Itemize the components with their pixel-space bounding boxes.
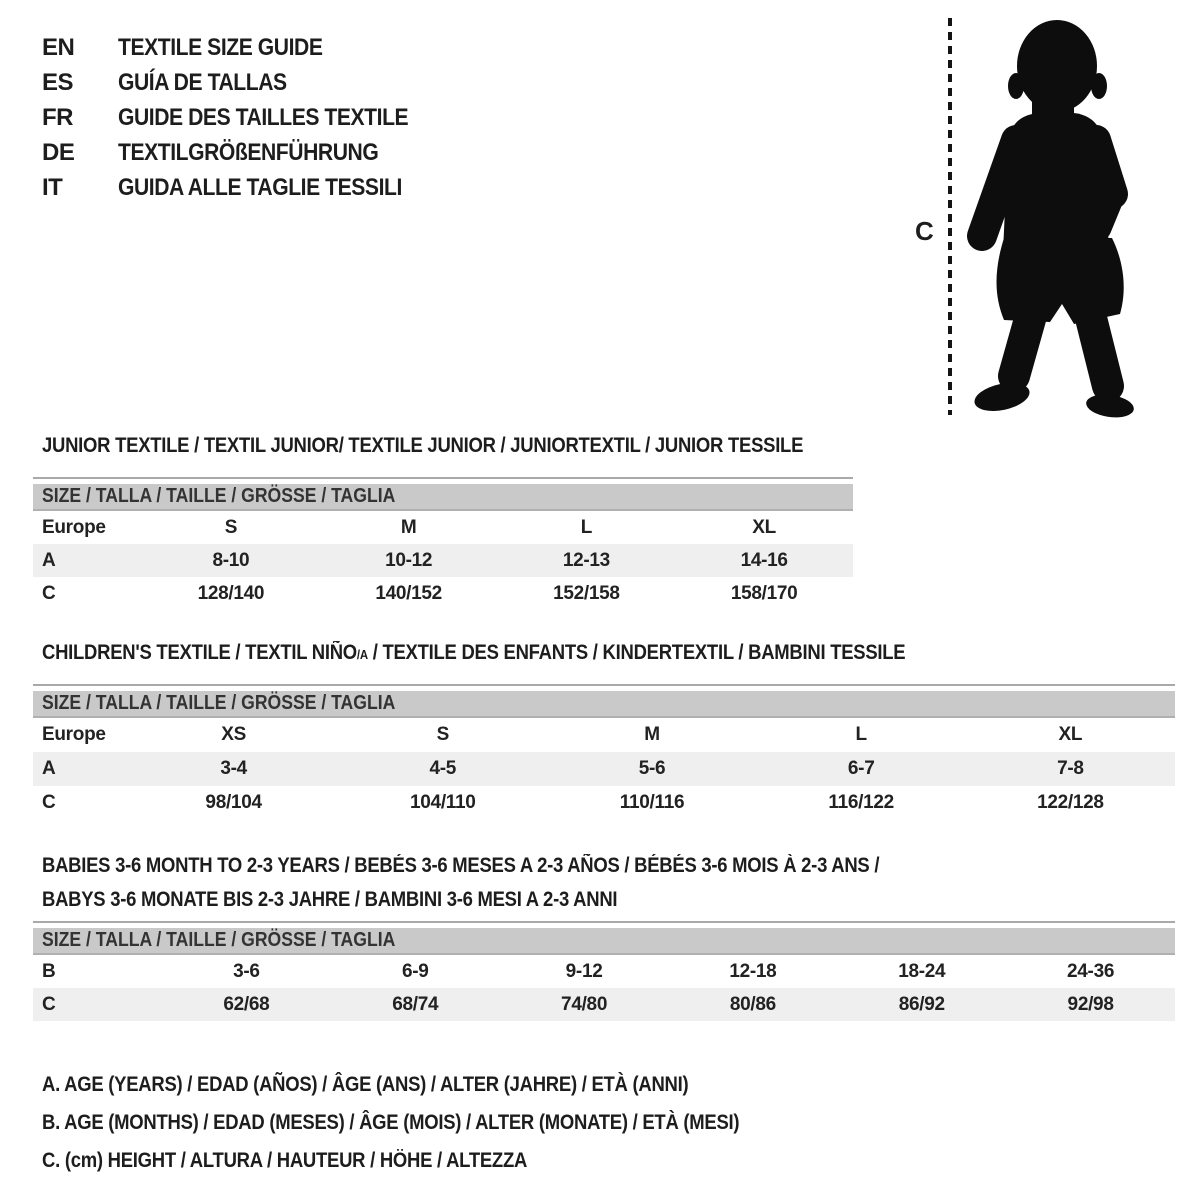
babies-section-heading [42, 849, 993, 917]
table-row-height [33, 577, 853, 610]
value-cell: 158/170 [730, 582, 798, 604]
table-row-sizes [33, 511, 853, 544]
value-cell: 6-7 [847, 758, 875, 779]
language-code: DE [42, 138, 75, 166]
value-cell: 116/122 [828, 792, 894, 813]
table-row-sizes [33, 718, 1175, 752]
size-header-bar [33, 691, 1175, 718]
value-cell: 18-24 [898, 960, 946, 982]
value-cell: 7-8 [1057, 758, 1084, 779]
size-header-bar [33, 484, 853, 511]
value-cell: 12-13 [562, 549, 610, 571]
value-cell: 128/140 [197, 582, 265, 604]
table-top-rule [33, 684, 1175, 686]
value-cell: 4-5 [429, 758, 457, 779]
babies-size-table [33, 921, 1175, 1021]
size-header-label: SIZE / TALLA / TAILLE / GRÖSSE / TAGLIA [42, 692, 396, 714]
language-code: FR [42, 103, 73, 131]
legend-line-c-text: C. (cm) HEIGHT / ALTURA / HAUTEUR / HÖHE / ALTEZZA [42, 1149, 528, 1172]
value-cell: 6-9 [401, 960, 429, 982]
row-label: A [42, 758, 56, 779]
children-title-sub: /A [356, 647, 368, 662]
table-row-months [33, 955, 1175, 988]
language-code: IT [42, 173, 63, 201]
table-top-rule [33, 921, 1175, 923]
height-measure-dashed-line [948, 18, 952, 415]
legend-line-a [42, 1066, 834, 1104]
value-cell: 12-18 [729, 960, 777, 982]
children-title-pre: CHILDREN'S TEXTILE / TEXTIL NIÑO [42, 641, 357, 664]
size-cell: XS [221, 724, 246, 745]
measurement-legend [42, 1066, 834, 1180]
toddler-silhouette-icon [962, 14, 1138, 418]
size-cell: S [436, 724, 449, 745]
language-row [42, 170, 448, 205]
size-header-bar [33, 928, 1175, 955]
junior-size-table [33, 477, 853, 610]
value-cell: 10-12 [385, 549, 433, 571]
language-row [42, 30, 448, 65]
value-cell: 140/152 [375, 582, 442, 604]
babies-section-title-line1: BABIES 3-6 MONTH TO 2-3 YEARS / BEBÉS 3-6 MESES A 2-3 AÑOS / BÉBÉS 3-6 MOIS À 2-3 ANS / [42, 854, 880, 877]
children-size-table [33, 684, 1175, 820]
language-label: TEXTILGRÖßENFÜHRUNG [118, 138, 379, 166]
value-cell: 104/110 [410, 792, 476, 813]
size-cell: L [580, 516, 593, 538]
children-section-title [42, 641, 905, 667]
language-title-list [42, 30, 448, 205]
value-cell: 98/104 [205, 792, 262, 813]
value-cell: 122/128 [1037, 792, 1104, 813]
table-row-age [33, 544, 853, 577]
value-cell: 74/80 [561, 993, 608, 1015]
size-cell: M [400, 516, 417, 538]
value-cell: 62/68 [223, 993, 270, 1015]
children-section-heading [42, 641, 1023, 667]
measure-label-c: C [915, 216, 934, 246]
value-cell: 68/74 [392, 993, 439, 1015]
value-cell: 152/158 [553, 582, 620, 604]
children-title-post: / TEXTILE DES ENFANTS / KINDERTEXTIL / BAMBINI TESSILE [367, 641, 906, 664]
junior-section-heading [42, 434, 907, 458]
size-header-label: SIZE / TALLA / TAILLE / GRÖSSE / TAGLIA [42, 929, 396, 951]
language-label: TEXTILE SIZE GUIDE [118, 33, 323, 61]
row-label: C [42, 582, 56, 604]
value-cell: 80/86 [729, 993, 776, 1015]
value-cell: 86/92 [898, 993, 945, 1015]
row-label: C [42, 792, 56, 813]
value-cell: 14-16 [740, 549, 788, 571]
size-header-label: SIZE / TALLA / TAILLE / GRÖSSE / TAGLIA [42, 485, 396, 507]
legend-line-c [42, 1142, 834, 1180]
region-label: Europe [42, 516, 106, 538]
size-cell: S [224, 516, 238, 538]
size-cell: XL [1058, 724, 1083, 745]
table-row-height [33, 988, 1175, 1021]
language-label: GUIDA ALLE TAGLIE TESSILI [118, 173, 402, 201]
legend-line-a-text: A. AGE (YEARS) / EDAD (AÑOS) / ÂGE (ANS) / ALTER (JAHRE) / ETÀ (ANNI) [42, 1073, 689, 1096]
language-label: GUIDE DES TAILLES TEXTILE [118, 103, 409, 131]
language-row [42, 100, 448, 135]
legend-line-b [42, 1104, 834, 1142]
table-row-age [33, 752, 1175, 786]
junior-section-title: JUNIOR TEXTILE / TEXTIL JUNIOR/ TEXTILE JUNIOR / JUNIORTEXTIL / JUNIOR TESSILE [42, 434, 804, 457]
value-cell: 24-36 [1067, 960, 1115, 982]
row-label: C [42, 993, 56, 1015]
legend-line-b-text: B. AGE (MONTHS) / EDAD (MESES) / ÂGE (MOIS) / ALTER (MONATE) / ETÀ (MESI) [42, 1111, 740, 1134]
language-code: EN [42, 33, 75, 61]
size-cell: M [644, 724, 660, 745]
language-label: GUÍA DE TALLAS [118, 68, 287, 96]
language-row [42, 65, 448, 100]
language-row [42, 135, 448, 170]
value-cell: 92/98 [1067, 993, 1114, 1015]
value-cell: 5-6 [638, 758, 666, 779]
table-row-height [33, 786, 1175, 820]
babies-section-title-line2: BABYS 3-6 MONATE BIS 2-3 JAHRE / BAMBINI 3-6 MESI A 2-3 ANNI [42, 888, 618, 911]
value-cell: 8-10 [212, 549, 250, 571]
value-cell: 9-12 [565, 960, 603, 982]
size-cell: L [855, 724, 867, 745]
table-top-rule [33, 477, 853, 479]
size-cell: XL [752, 516, 776, 538]
language-code: ES [42, 68, 74, 96]
value-cell: 110/116 [619, 792, 685, 813]
region-label: Europe [42, 724, 106, 745]
value-cell: 3-6 [233, 960, 260, 982]
row-label: B [42, 960, 56, 982]
row-label: A [42, 549, 56, 571]
value-cell: 3-4 [220, 758, 247, 779]
